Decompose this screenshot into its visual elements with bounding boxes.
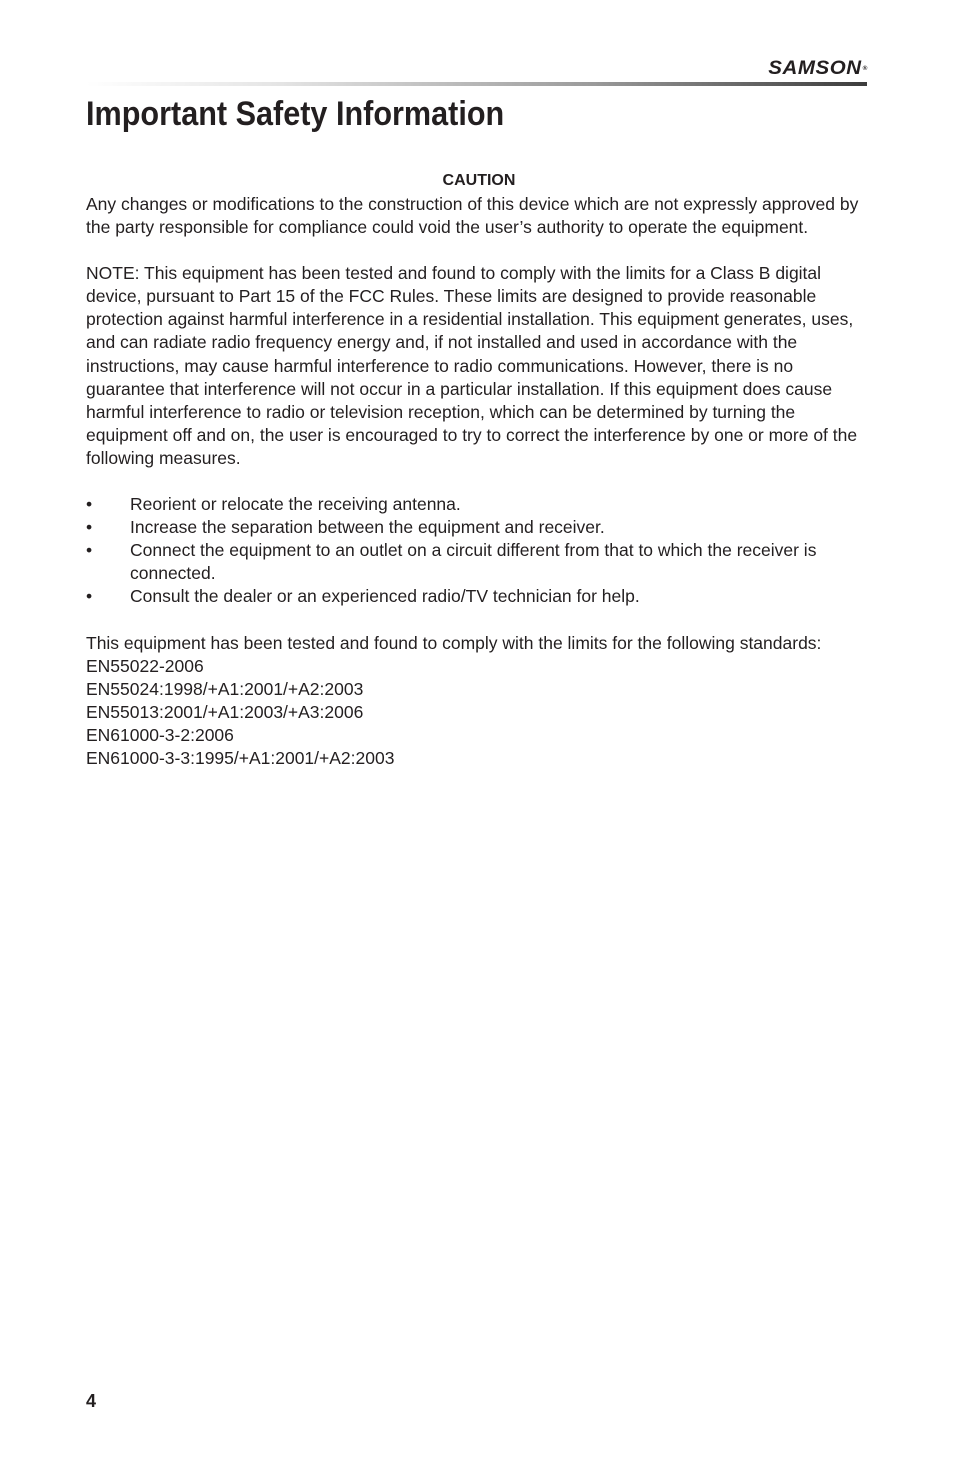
- brand-mark: ®: [862, 66, 868, 72]
- list-item: [86, 493, 872, 516]
- standard-item: EN55013:2001/+A1:2003/+A3:2006: [86, 701, 364, 722]
- list-item: [86, 585, 872, 608]
- bullet-icon: •: [86, 517, 93, 538]
- standard-item: EN55022-2006: [86, 655, 204, 676]
- list-item-text: Reorient or relocate the receiving antenna.: [130, 494, 461, 515]
- bullet-icon: •: [86, 586, 93, 607]
- list-item: [86, 539, 872, 585]
- list-item-text: Consult the dealer or an experienced radio/TV technician for help.: [130, 586, 640, 607]
- list-item: [86, 516, 872, 539]
- standard-item: EN61000-3-2:2006: [86, 724, 234, 745]
- standard-item: EN61000-3-3:1995/+A1:2001/+A2:2003: [86, 747, 395, 768]
- list-item-text: Increase the separation between the equipment and receiver.: [130, 517, 605, 538]
- standards-list: [86, 655, 872, 770]
- samson-logo: [723, 58, 868, 80]
- caution-heading: CAUTION: [442, 172, 516, 189]
- standard-item: EN55024:1998/+A1:2001/+A2:2003: [86, 678, 364, 699]
- spacer: [86, 239, 872, 262]
- measures-list: [86, 493, 872, 608]
- list-item-text: Connect the equipment to an outlet on a circuit different from that to which the receiver is connected.: [130, 540, 817, 584]
- spacer: [86, 609, 872, 632]
- fcc-note-paragraph: NOTE: This equipment has been tested and found to comply with the limits for a Class B digital device, pursuant to Part 15 of the FCC Rules. These limits are designed to provide reasonable protection against harmful interference in a residential installation. This equipment generates, uses, and can radiate radio frequency energy and, if not installed and used in accordance with the instructions, may cause harmful interference to radio communications. However, there is no guarantee that interference will not occur in a particular installation. If this equipment does cause harmful interference to radio or television reception, which can be determined by turning the equipment off and on, the user is encouraged to try to correct the interference by one or more of the following measures.: [86, 263, 858, 468]
- page-number: 4: [86, 1391, 97, 1411]
- brand-name: SAMSON: [768, 58, 862, 79]
- header-rule: [86, 82, 867, 86]
- main-content: [86, 168, 872, 770]
- spacer: [86, 470, 872, 493]
- bullet-icon: •: [86, 540, 93, 561]
- caution-paragraph: Any changes or modifications to the construction of this device which are not expressly approved by the party responsible for compliance could void the user’s authority to operate the equipment.: [86, 194, 859, 238]
- page-title: Important Safety Information: [86, 95, 505, 133]
- compliance-paragraph: This equipment has been tested and found to comply with the limits for the following standards:: [86, 632, 822, 653]
- bullet-icon: •: [86, 494, 93, 515]
